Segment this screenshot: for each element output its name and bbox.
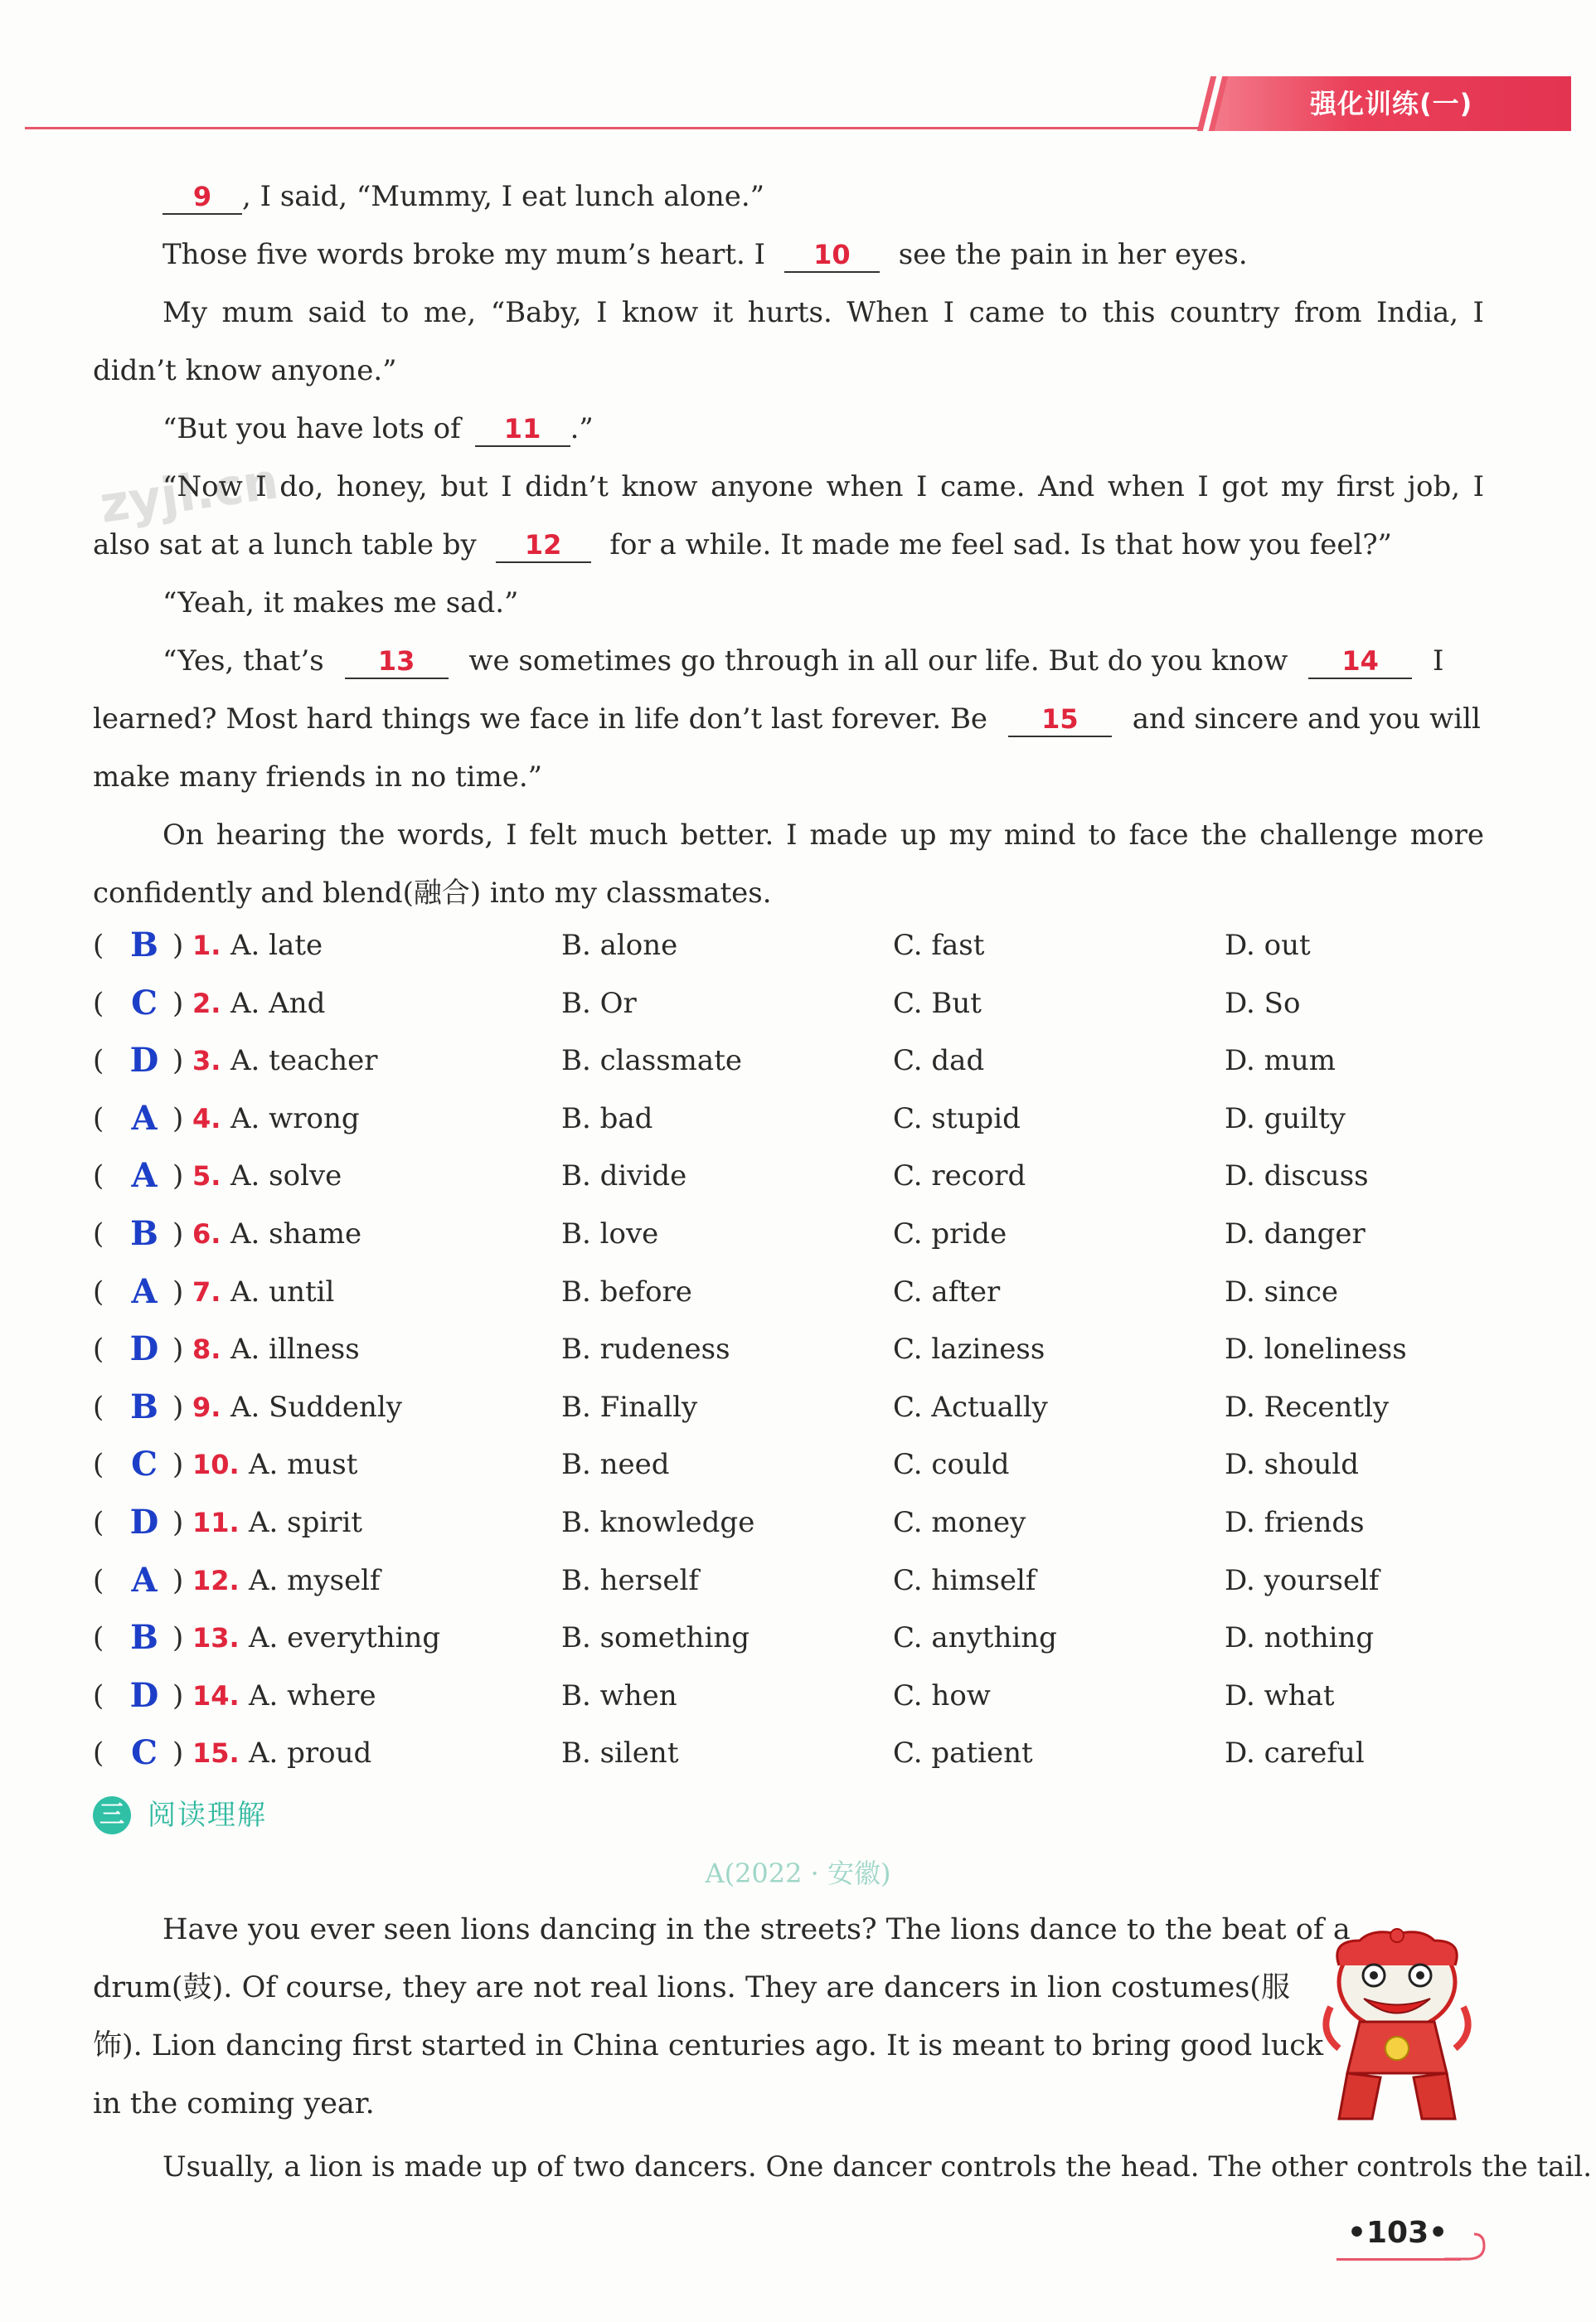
question-row (93, 1615, 1502, 1661)
question-row (93, 1269, 1502, 1315)
paren: ( (93, 1621, 104, 1655)
option-c: C. himself (893, 1563, 1036, 1597)
paren: ( (93, 1044, 104, 1078)
option-a: A. until (230, 1275, 335, 1309)
answer-choice: D (129, 1041, 159, 1081)
option-a: A. where (249, 1678, 376, 1712)
paren: ) (172, 1333, 184, 1367)
reading-line: 饰). Lion dancing first started in China centuries ago. It is meant to bring good luck (93, 2029, 1324, 2062)
reading-line: in the coming year. (93, 2087, 375, 2120)
option-a: A. shame (230, 1217, 362, 1251)
question-row (93, 1673, 1502, 1719)
option-d: D. nothing (1225, 1621, 1375, 1655)
answer-choice: A (131, 1098, 158, 1138)
reading-line: Have you ever seen lions dancing in the streets? The lions dance to the beat of a (163, 1913, 1351, 1946)
paren: ) (172, 929, 184, 962)
option-d: D. since (1225, 1275, 1339, 1309)
passage-text: and sincere and you will (1132, 702, 1481, 736)
option-a: A. late (230, 929, 323, 962)
question-number: 9. (192, 1391, 221, 1423)
option-c: C. laziness (893, 1333, 1045, 1367)
option-d: D. So (1225, 986, 1301, 1020)
paren: ) (172, 1737, 184, 1771)
question-row (93, 1095, 1502, 1142)
blank-10: 10 (784, 238, 880, 273)
option-c: C. pride (893, 1217, 1007, 1251)
blank-12: 12 (496, 528, 591, 563)
passage-text: learned? Most hard things we face in life don’t last forever. Be (93, 702, 988, 736)
option-c: C. money (893, 1506, 1026, 1539)
header-rule (25, 127, 1202, 129)
answer-choice: B (130, 925, 158, 964)
reading-line: Usually, a lion is made up of two dancers. One dancer controls the head. The other controls the tail. (163, 2150, 1593, 2184)
option-d: D. mum (1225, 1044, 1336, 1078)
section-number-icon: 三 (93, 1796, 131, 1834)
option-c: C. But (893, 986, 982, 1020)
option-a: A. teacher (230, 1044, 378, 1078)
paren: ) (172, 986, 184, 1020)
option-c: C. record (893, 1159, 1026, 1193)
reading-line: drum(鼓). Of course, they are not real lions. They are dancers in lion costumes(服 (93, 1971, 1290, 2004)
option-b: B. alone (561, 929, 678, 962)
option-d: D. danger (1225, 1217, 1366, 1251)
option-a: A. illness (230, 1333, 360, 1367)
option-d: D. what (1225, 1678, 1335, 1712)
option-b: B. herself (561, 1563, 699, 1597)
question-number: 4. (192, 1102, 221, 1134)
watermark: zyjl.cn (96, 452, 283, 535)
question-number: 1. (192, 930, 221, 961)
question-row (93, 1037, 1502, 1084)
paren: ) (172, 1621, 184, 1655)
option-b: B. bad (561, 1101, 653, 1135)
paren: ( (93, 1217, 104, 1251)
question-row (93, 1499, 1502, 1546)
option-a: A. everything (249, 1621, 441, 1655)
page-curl-ornament (1443, 2222, 1486, 2261)
option-c: C. Actually (893, 1390, 1048, 1424)
paren: ) (172, 1506, 184, 1539)
option-b: B. something (561, 1621, 749, 1655)
question-number: 7. (192, 1275, 221, 1308)
passage-line (163, 408, 594, 449)
paren: ( (93, 1506, 104, 1539)
question-row (93, 1441, 1502, 1488)
blank-9: 9 (163, 180, 242, 215)
passage-line (163, 640, 1443, 682)
option-c: C. anything (893, 1621, 1057, 1655)
paren: ) (172, 1217, 184, 1251)
question-number: 15. (192, 1737, 240, 1770)
paren: ( (93, 1448, 104, 1482)
passage-text: Those five words broke my mum’s heart. I (163, 238, 766, 271)
passage-line: “Yeah, it makes me sad.” (163, 586, 519, 619)
option-d: D. yourself (1225, 1563, 1380, 1597)
question-number: 14. (192, 1679, 240, 1712)
answer-choice: B (130, 1387, 158, 1426)
paren: ( (93, 1101, 104, 1135)
option-b: B. knowledge (561, 1506, 755, 1539)
option-b: B. divide (561, 1159, 687, 1193)
page-number: •103• (1347, 2216, 1448, 2250)
paren: ( (93, 1159, 104, 1193)
option-a: A. proud (249, 1737, 372, 1771)
answer-choice: A (131, 1560, 158, 1600)
passage-text: for a while. It made me feel sad. Is that how you feel?” (609, 528, 1392, 561)
question-number: 13. (192, 1622, 240, 1654)
option-b: B. rudeness (561, 1333, 730, 1367)
option-d: D. discuss (1225, 1159, 1369, 1193)
option-d: D. friends (1225, 1506, 1365, 1539)
option-b: B. Or (561, 986, 637, 1020)
paren: ) (172, 1275, 184, 1309)
blank-11: 11 (475, 412, 570, 447)
question-row (93, 1557, 1502, 1604)
option-a: A. solve (230, 1159, 342, 1193)
option-c: C. patient (893, 1737, 1033, 1771)
question-row (93, 1730, 1502, 1776)
option-c: C. fast (893, 929, 985, 962)
option-b: B. need (561, 1448, 670, 1482)
question-number: 10. (192, 1449, 240, 1481)
option-d: D. guilty (1225, 1101, 1346, 1135)
question-row (93, 1384, 1502, 1431)
paren: ( (93, 1737, 104, 1771)
passage-text: “Yes, that’s (163, 644, 324, 678)
option-a: A. And (230, 986, 326, 1020)
blank-14: 14 (1308, 644, 1412, 679)
answer-choice: C (131, 1445, 158, 1484)
question-number: 5. (192, 1160, 221, 1193)
passage-text: “But you have lots of (163, 412, 461, 445)
option-d: D. loneliness (1225, 1333, 1407, 1367)
blank-15: 15 (1008, 702, 1112, 737)
question-row (93, 1153, 1502, 1199)
question-number: 12. (192, 1564, 240, 1596)
answer-choice: D (129, 1675, 159, 1715)
passage-text: we sometimes go through in all our life. But do you know (468, 644, 1288, 678)
paren: ( (93, 1275, 104, 1309)
paren: ) (172, 1678, 184, 1712)
paren: ( (93, 1333, 104, 1367)
question-row (93, 1326, 1502, 1372)
answer-choice: B (130, 1618, 158, 1658)
answer-choice: A (131, 1156, 158, 1196)
question-number: 8. (192, 1333, 221, 1366)
passage-text: also sat at a lunch table by (93, 528, 477, 561)
lion-dance-illustration (1314, 1924, 1480, 2123)
question-row (93, 1211, 1502, 1257)
passage-line (163, 234, 1248, 275)
paren: ) (172, 1448, 184, 1482)
option-b: B. silent (561, 1737, 679, 1771)
passage-line (93, 524, 1392, 566)
paren: ) (172, 1101, 184, 1135)
option-b: B. love (561, 1217, 659, 1251)
answer-choice: A (131, 1271, 158, 1311)
passage-line: “Now I do, honey, but I didn’t know anyone when I came. And when I got my first job, I (163, 470, 1484, 503)
answer-choice: C (131, 1733, 158, 1773)
passage-line: didn’t know anyone.” (93, 354, 397, 387)
option-a: A. spirit (249, 1506, 363, 1539)
passage-text: see the pain in her eyes. (898, 238, 1248, 271)
question-number: 6. (192, 1218, 221, 1250)
header-title: 强化训练(一) (1310, 88, 1473, 119)
paren: ) (172, 1390, 184, 1424)
passage-text: I (1432, 644, 1444, 678)
option-c: C. stupid (893, 1101, 1021, 1135)
paren: ( (93, 929, 104, 962)
question-row (93, 980, 1502, 1027)
answer-choice: D (129, 1503, 159, 1542)
option-b: B. before (561, 1275, 692, 1309)
paren: ) (172, 1044, 184, 1078)
passage-text: , I said, “Mummy, I eat lunch alone.” (242, 180, 765, 213)
option-a: A. wrong (230, 1101, 360, 1135)
option-a: A. must (249, 1448, 358, 1482)
paren: ) (172, 1563, 184, 1597)
option-a: A. myself (249, 1563, 381, 1597)
paren: ) (172, 1159, 184, 1193)
option-d: D. should (1225, 1448, 1360, 1482)
option-a: A. Suddenly (230, 1390, 402, 1424)
answer-choice: C (131, 983, 158, 1023)
passage-line: My mum said to me, “Baby, I know it hurts. When I came to this country from India, I (163, 296, 1484, 329)
passage-line: On hearing the words, I felt much better. I made up my mind to face the challenge more (163, 819, 1484, 852)
question-number: 11. (192, 1507, 240, 1538)
option-c: C. dad (893, 1044, 985, 1078)
question-row (93, 922, 1502, 969)
option-d: D. out (1225, 929, 1311, 962)
option-d: D. Recently (1225, 1390, 1390, 1424)
paren: ( (93, 1563, 104, 1597)
passage-line (93, 698, 1481, 740)
answer-choice: D (129, 1329, 159, 1369)
blank-13: 13 (345, 644, 449, 679)
paren: ( (93, 1390, 104, 1424)
paren: ( (93, 1678, 104, 1712)
option-b: B. classmate (561, 1044, 742, 1078)
section-title: 阅读理解 (148, 1799, 267, 1832)
answer-choice: B (130, 1214, 158, 1253)
passage-subtitle: A(2022 · 安徽) (705, 1858, 891, 1889)
passage-text: .” (570, 412, 594, 445)
question-number: 3. (192, 1045, 221, 1077)
passage-line: confidently and blend(融合) into my classmates. (93, 877, 772, 910)
question-number: 2. (192, 987, 221, 1019)
option-c: C. could (893, 1448, 1010, 1482)
option-b: B. Finally (561, 1390, 698, 1424)
passage-line: make many friends in no time.” (93, 760, 543, 794)
passage-line (163, 176, 764, 217)
paren: ( (93, 986, 104, 1020)
option-b: B. when (561, 1678, 677, 1712)
option-c: C. how (893, 1678, 991, 1712)
option-c: C. after (893, 1275, 1001, 1309)
option-d: D. careful (1225, 1737, 1365, 1771)
